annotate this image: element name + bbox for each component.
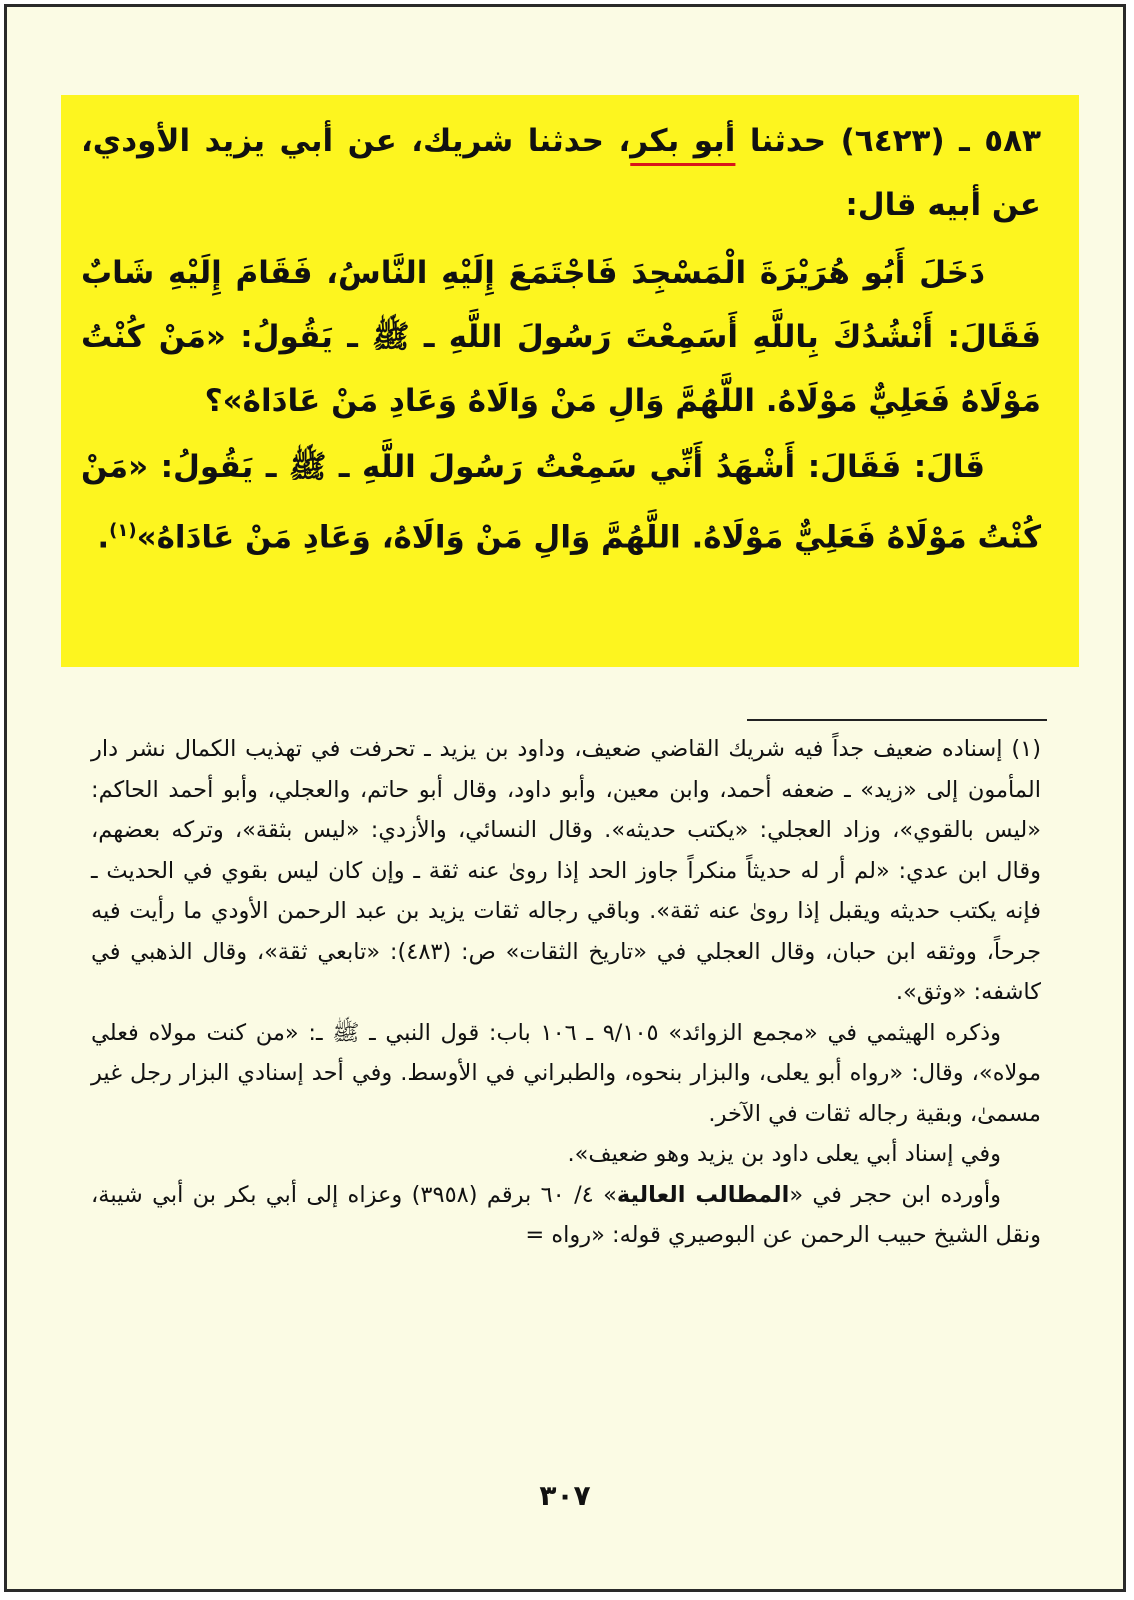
footnote-3: وفي إسناد أبي يعلى داود بن يزيد وهو ضعيف».	[567, 1141, 1001, 1167]
hadith-number: ٥٨٣ ـ (٦٤٢٣)	[840, 123, 1041, 159]
footnote-separator	[747, 719, 1047, 721]
hadith-paragraph-1: دَخَلَ أَبُو هُرَيْرَةَ الْمَسْجِدَ فَاجْتَمَعَ إِلَيْهِ النَّاسُ، فَقَامَ إِلَيْهِ شَابٌ فَقَالَ: أَنْشُدُكَ بِاللَّهِ أَسَمِعْتَ رَسُولَ اللَّهِ ـ ﷺ ـ يَقُولُ: «مَنْ كُنْتُ مَوْلَاهُ فَعَلِيٌّ مَوْلَاهُ. اللَّهُمَّ وَالِ مَنْ وَالَاهُ وَعَادِ مَنْ عَادَاهُ»؟	[81, 255, 1041, 419]
isnad-after: ، حدثنا شريك، عن أبي يزيد الأودي، عن أبيه قال:	[81, 123, 1041, 223]
isnad-before: حدثنا	[749, 123, 827, 159]
page-number: ٣٠٧	[539, 1479, 591, 1512]
footnote-4-before: وأورده ابن حجر في «	[789, 1181, 1002, 1208]
book-page	[4, 4, 1126, 1592]
footnote-4	[91, 1175, 1041, 1256]
footnote-2: وذكره الهيثمي في «مجمع الزوائد» ٩/١٠٥ ـ ١٠٦ باب: قول النبي ـ ﷺ ـ: «من كنت مولاه فعلي مولاه»، وقال: «رواه أبو يعلى، والبزار بنحوه، والطبراني في الأوسط. وفي أحد إسنادي البزار رجل غير مسمىٰ، وبقية رجاله ثقات في الآخر.	[91, 1019, 1041, 1127]
hadith-isnad	[81, 109, 1041, 237]
hadith-block	[81, 109, 1041, 569]
footnote-4-after: » ٤/ ٦٠ برقم (٣٩٥٨) وعزاه إلى أبي بكر بن أبي شيبة، ونقل الشيخ حبيب الرحمن عن البوصيري قوله: «رواه =	[91, 1181, 1041, 1248]
book-title-bold: المطالب العالية	[616, 1181, 790, 1208]
hadith-paragraph-2-text: قَالَ: فَقَالَ: أَشْهَدُ أَنِّي سَمِعْتُ رَسُولَ اللَّهِ ـ ﷺ ـ يَقُولُ: «مَنْ كُنْتُ مَوْلَاهُ فَعَلِيٌّ مَوْلَاهُ. اللَّهُمَّ وَالِ مَنْ وَالَاهُ، وَعَادِ مَنْ عَادَاهُ»	[81, 449, 1041, 556]
hadith-paragraph-2	[81, 435, 1041, 569]
underlined-narrator: أبو بكر	[630, 123, 736, 159]
footnotes	[91, 729, 1041, 1256]
end-punctuation: .	[97, 519, 110, 556]
footnote-1: (١) إسناده ضعيف جداً فيه شريك القاضي ضعيف، وداود بن يزيد ـ تحرفت في تهذيب الكمال نشر دار المأمون إلى «زيد» ـ ضعفه أحمد، وابن معين، وأبو داود، وقال أبو حاتم، والعجلي، وأبو أحمد الحاكم: «ليس بالقوي»، وزاد العجلي: «يكتب حديثه». وقال النسائي، والأزدي: «ليس بثقة»، وتركه بعضهم، وقال ابن عدي: «لم أر له حديثاً منكراً جاوز الحد إذا روىٰ عنه ثقة ـ وإن كان ليس بقوي في الحديث ـ فإنه يكتب حديثه ويقبل إذا روىٰ عنه ثقة». وباقي رجاله ثقات يزيد بن عبد الرحمن الأودي ما رأيت فيه جرحاً، ووثقه ابن حبان، وقال العجلي في «تاريخ الثقات» ص: (٤٨٣): «تابعي ثقة»، وقال الذهبي في كاشفه: «وثق».	[91, 736, 1041, 1005]
footnote-marker: (١)	[109, 520, 137, 541]
